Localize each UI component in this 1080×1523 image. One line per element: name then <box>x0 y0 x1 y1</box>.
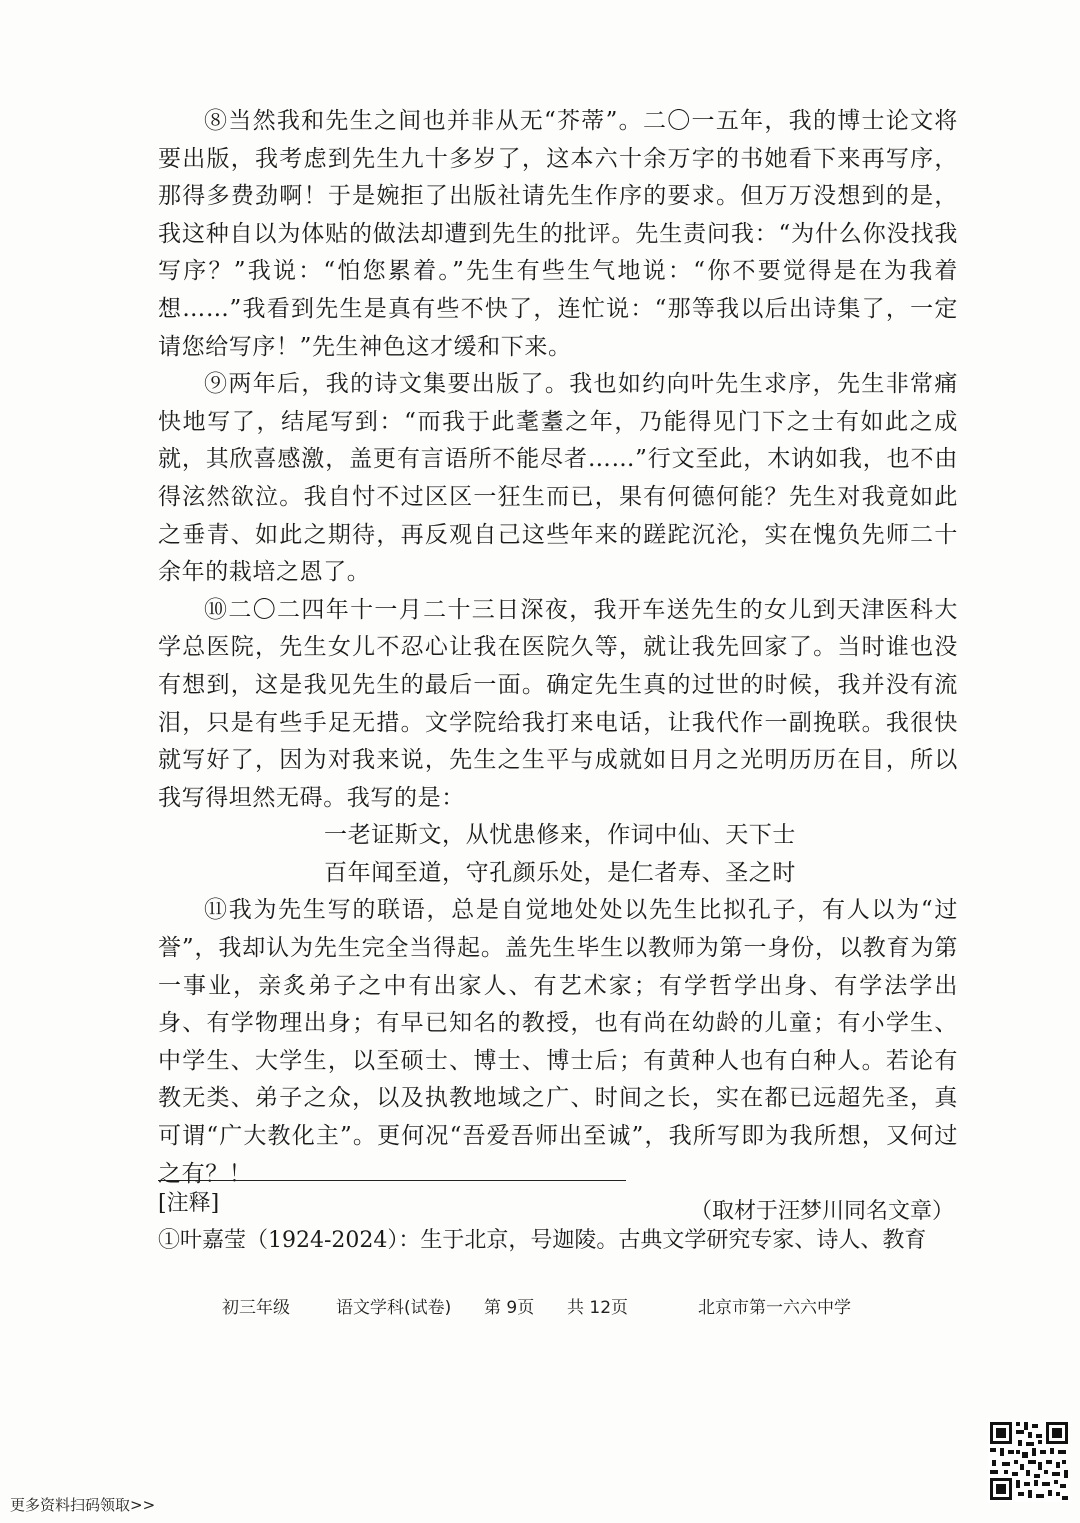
notes-divider <box>158 1180 626 1181</box>
footer-subject: 语文学科(试卷) <box>336 1298 452 1318</box>
source-note: （取材于汪梦川同名文章） <box>689 1199 954 1225</box>
paragraph-8: ⑧当然我和先生之间也并非从无“芥蒂”。二〇一五年，我的博士论文将要出版，我考虑到先生九十多岁了，这本六十余万字的书她看下来再写序，那得多费劲啊！于是婉拒了出版社请先生作序的要求。但万万没想到的是，我这种自以为体贴的做法却遭到先生的批评。先生责问我：“为什么你没找我写序？”我说：“怕您累着。”先生有些生气地说：“你不要觉得是在为我着想……”我看到先生是真有些不快了，连忙说：“那等我以后出诗集了，一定请您给写序！”先生神色这才缓和下来。 <box>158 108 958 360</box>
notes-title: [注释] <box>158 1191 220 1216</box>
article-body <box>158 103 958 1231</box>
promo-link[interactable]: 更多资料扫码领取>> <box>10 1496 156 1514</box>
footer-page-number: 第 9页 <box>484 1298 535 1318</box>
note-1: ①叶嘉莹（1924-2024）：生于北京，号迦陵。古典文学研究专家、诗人、教育 <box>158 1228 927 1253</box>
paragraph-10: ⑩二〇二四年十一月二十三日深夜，我开车送先生的女儿到天津医科大学总医院，先生女儿不忍心让我在医院久等，就让我先回家了。当时谁也没有想到，这是我见先生的最后一面。确定先生真的过世的时候，我并没有流泪，只是有些手足无措。文学院给我打来电话，让我代作一副挽联。我很快就写好了，因为对我来说，先生之生平与成就如日月之光明历历在目，所以我写得坦然无碍。我写的是： <box>158 596 958 811</box>
page-footer <box>0 1293 1080 1323</box>
footer-school: 北京市第一六六中学 <box>698 1298 851 1318</box>
qr-code-icon[interactable] <box>988 1420 1070 1502</box>
footer-grade: 初三年级 <box>222 1298 290 1318</box>
paragraph-9: ⑨两年后，我的诗文集要出版了。我也如约向叶先生求序，先生非常痛快地写了，结尾写到：“而我于此耄耋之年，乃能得见门下之士有如此之成就，其欣喜感激，盖更有言语所不能尽者……”行文至此，木讷如我，也不由得泫然欲泣。我自忖不过区区一狂生而已，果有何德何能？先生对我竟如此之垂青、如此之期待，再反观自己这些年来的蹉跎沉沦，实在愧负先师二十余年的栽培之恩了。 <box>158 371 958 586</box>
elegiac-couplet-line-2: 百年闻至道，守孔颜乐处，是仁者寿、圣之时 <box>324 859 796 886</box>
elegiac-couplet-line-1: 一老证斯文，从忧患修来，作词中仙、天下士 <box>324 822 796 849</box>
footer-total-pages: 共 12页 <box>567 1298 629 1318</box>
paragraph-11: ⑪我为先生写的联语，总是自觉地处处以先生比拟孔子，有人以为“过誉”，我却认为先生完全当得起。盖先生毕生以教师为第一身份，以教育为第一事业，亲炙弟子之中有出家人、有艺术家；有学哲学出身、有学法学出身、有学物理出身；有早已知名的教授，也有尚在幼龄的儿童；有小学生、中学生、大学生，以至硕士、博士、博士后；有黄种人也有白种人。若论有教无类、弟子之众，以及执教地域之广、时间之长，实在都已远超先圣，真可谓“广大教化主”。更何况“吾爱吾师出至诚”，我所写即为我所想，又何过之有？！ <box>158 897 958 1187</box>
